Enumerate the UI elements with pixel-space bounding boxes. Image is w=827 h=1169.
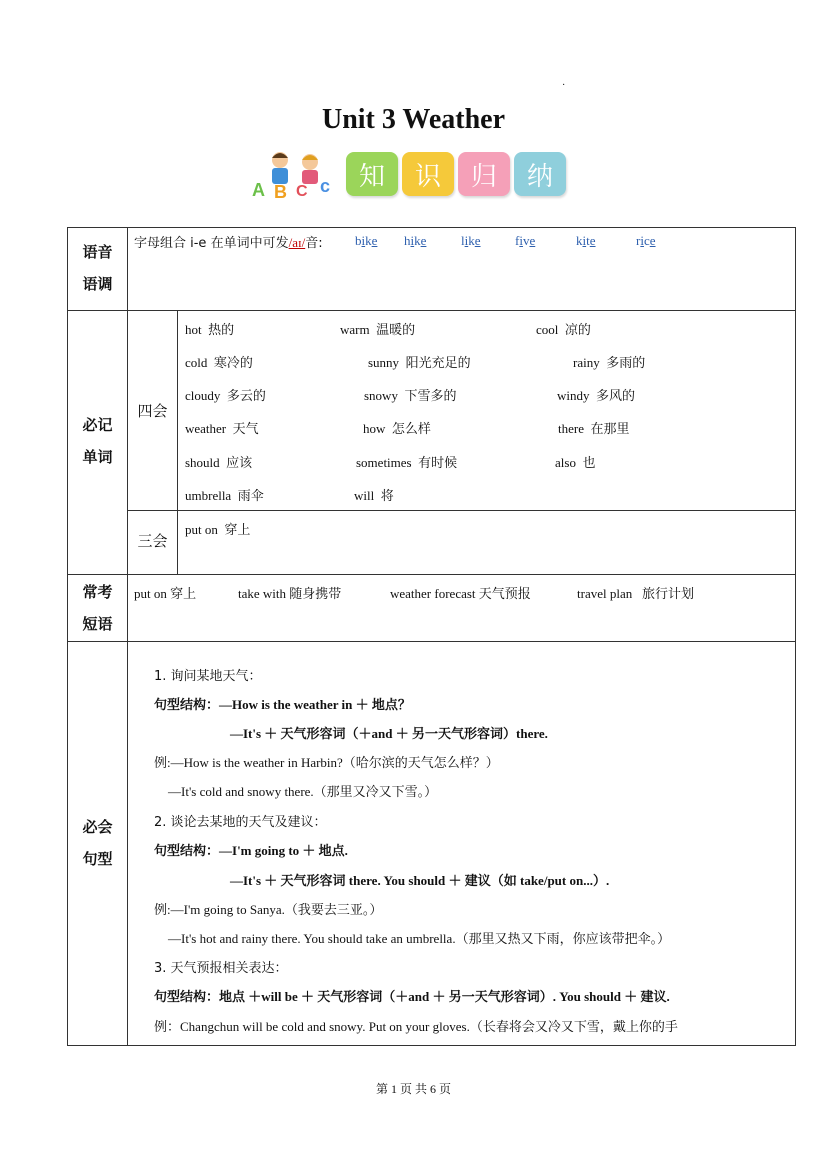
vocab-item: will 将 xyxy=(354,488,394,504)
pattern-1-example-b: —It's cold and snowy there.（那里又冷又下雪。） xyxy=(168,784,438,799)
svg-text:C: C xyxy=(296,183,308,200)
vocab-item: there 在那里 xyxy=(558,421,630,437)
four-skills-label: 四会 xyxy=(137,402,168,420)
column-divider xyxy=(127,227,128,1046)
table-border-right xyxy=(795,227,796,1046)
table-border-top xyxy=(67,227,796,228)
pattern-1-structure: 句型结构：—How is the weather in ＋ 地点？ xyxy=(154,697,411,713)
phonics-word: kite xyxy=(576,233,596,248)
column-divider xyxy=(177,310,178,575)
banner-tile-zhi: 知 xyxy=(346,152,398,196)
vocab-item: windy 多风的 xyxy=(557,388,636,404)
pattern-3-structure: 句型结构：地点 ＋will be ＋ 天气形容词（＋and ＋ 另一天气形容词）. You should ＋ 建议. xyxy=(154,989,670,1005)
knowledge-banner xyxy=(250,148,580,200)
phrases-label: 常考 短语 xyxy=(82,583,113,633)
pattern-1-structure-b: —It's ＋ 天气形容词（＋and ＋ 另一天气形容词）there. xyxy=(230,726,548,741)
vocab-item: should 应该 xyxy=(185,455,253,471)
vocab-item: also 也 xyxy=(555,455,596,471)
pattern-1-example-a: 例:—How is the weather in Harbin?（哈尔滨的天气怎么样？） xyxy=(154,755,499,770)
vocab-item: sunny 阳光充足的 xyxy=(368,355,471,371)
phonics-word: like xyxy=(461,233,481,248)
sentences-label: 必会 句型 xyxy=(82,818,113,868)
svg-text:c: c xyxy=(320,176,331,196)
vocab-item: cloudy 多云的 xyxy=(185,388,266,404)
phrase-item: weather forecast 天气预报 xyxy=(390,586,531,602)
vocab-item: cool 凉的 xyxy=(536,322,591,338)
table-border-bottom xyxy=(67,1045,796,1046)
pattern-2-structure-b: —It's ＋ 天气形容词 there. You should ＋ 建议（如 take/put on...）. xyxy=(230,873,610,888)
svg-text:B: B xyxy=(274,182,287,200)
vocab-item: weather 天气 xyxy=(185,421,259,437)
vocab-item: warm 温暖的 xyxy=(340,322,416,338)
phonics-word: hike xyxy=(404,233,427,248)
vocab-item-three: put on 穿上 xyxy=(185,522,251,538)
vocab-item: cold 寒冷的 xyxy=(185,355,253,371)
phrase-item: travel plan 旅行计划 xyxy=(577,586,694,602)
phonics-word: rice xyxy=(636,233,656,248)
page-footer: 第 1 页 共 6 页 xyxy=(375,1082,451,1096)
vocab-item: rainy 多雨的 xyxy=(573,355,646,371)
phonics-label: 语音 语调 xyxy=(82,243,113,293)
pattern-2-title: 2. 谈论去某地的天气及建议： xyxy=(154,815,327,830)
vocab-label: 必记 单词 xyxy=(82,416,113,466)
vocab-item: hot 热的 xyxy=(185,322,235,338)
phonics-rule: 字母组合 i-e 在单词中可发/aɪ/音: xyxy=(134,235,323,251)
vocab-item: snowy 下雪多的 xyxy=(364,388,457,404)
vocab-item: sometimes 有时候 xyxy=(356,455,458,471)
banner-tile-gui: 归 xyxy=(458,152,510,196)
kids-abc-illustration xyxy=(250,148,346,200)
row-divider xyxy=(128,510,796,511)
pattern-2-example-b: —It's hot and rainy there. You should take an umbrella.（那里又热又下雨，你应该带把伞。） xyxy=(168,931,671,946)
svg-text:A: A xyxy=(252,180,265,200)
phonics-word: bike xyxy=(355,233,378,248)
phonics-word: five xyxy=(515,233,536,248)
pattern-2-example-a: 例:—I'm going to Sanya.（我要去三亚。） xyxy=(154,902,383,917)
header-mark: · xyxy=(562,80,566,91)
pattern-1-title: 1. 询问某地天气： xyxy=(154,669,262,684)
phrase-item: take with 随身携带 xyxy=(238,586,342,602)
phrase-item: put on 穿上 xyxy=(134,586,197,602)
vocab-item: umbrella 雨伞 xyxy=(185,488,264,504)
pattern-3-example: 例：Changchun will be cold and snowy. Put on your gloves.（长春将会又冷又下雪，戴上你的手 xyxy=(154,1019,678,1034)
pattern-2-structure: 句型结构：—I'm going to ＋ 地点. xyxy=(154,843,348,859)
banner-tile-shi: 识 xyxy=(402,152,454,196)
page-title: Unit 3 Weather xyxy=(321,104,506,135)
three-skills-label: 三会 xyxy=(137,532,168,550)
pattern-3-title: 3. 天气预报相关表达： xyxy=(154,961,288,976)
vocab-item: how 怎么样 xyxy=(363,421,431,437)
row-divider xyxy=(67,641,796,642)
banner-tile-na: 纳 xyxy=(514,152,566,196)
